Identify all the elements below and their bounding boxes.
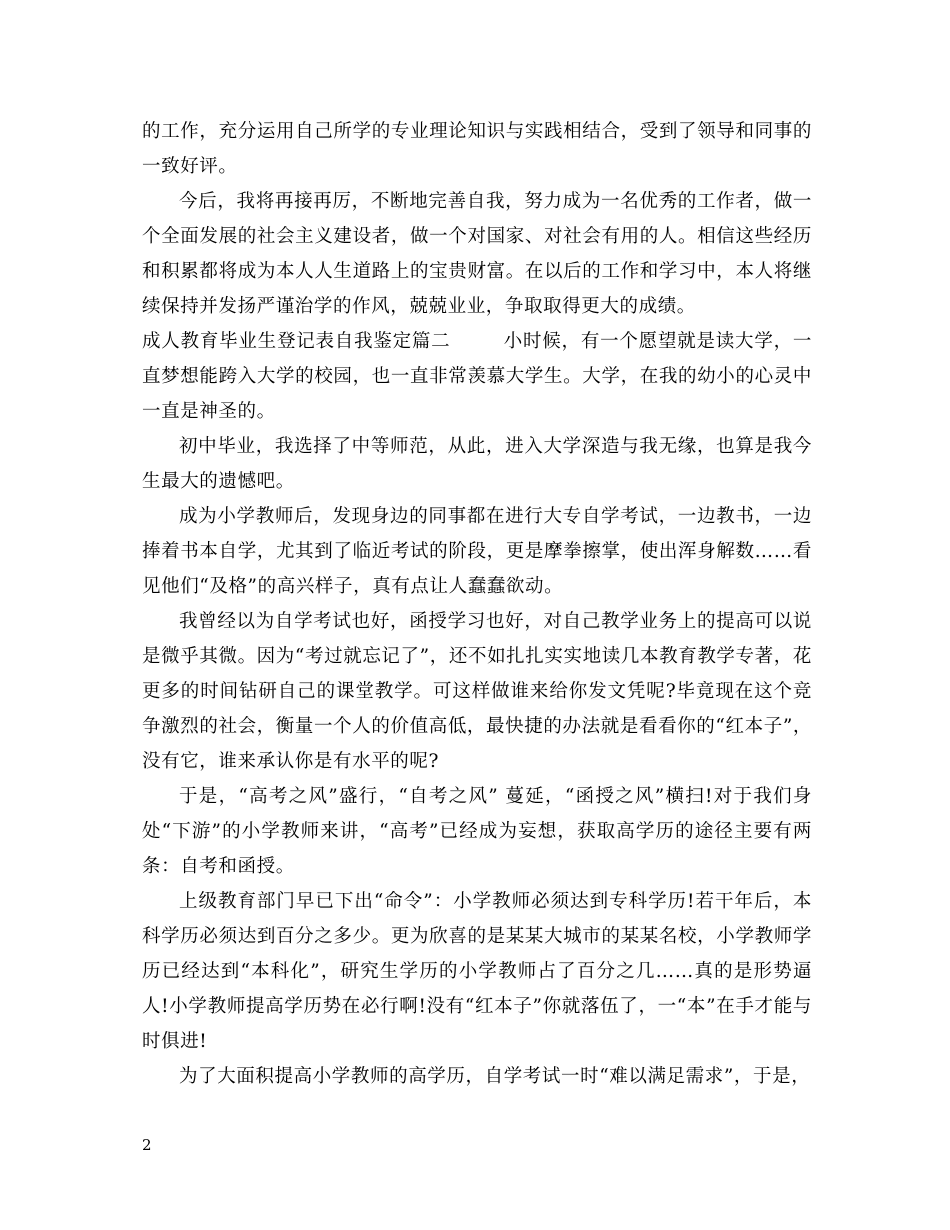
paragraph-5: 成为小学教师后，发现身边的同事都在进行大专自学考试，一边教书，一边捧着书本自学，尤其到了临近考试的阶段，更是摩拳擦掌，使出浑身解数……看见他们“及格”的高兴样子，真有点让人蠢蠢欲动。 bbox=[142, 506, 812, 597]
heading-gap bbox=[450, 331, 503, 352]
paragraph-1: 的工作，充分运用自己所学的专业理论知识与实践相结合，受到了领导和同事的一致好评。 bbox=[142, 121, 812, 177]
paragraph-2: 今后，我将再接再厉，不断地完善自我，努力成为一名优秀的工作者，做一个全面发展的社会主义建设者，做一个对国家、对社会有用的人。相信这些经历和积累都将成为本人人生道路上的宝贵财富。在以后的工作和学习中，本人将继续保持并发扬严谨治学的作风，兢兢业业，争取取得更大的成绩。 bbox=[142, 191, 812, 317]
section-heading: 成人教育毕业生登记表自我鉴定篇二 bbox=[142, 331, 451, 352]
paragraph-3-text: 小时候，有一个愿望就是读大学，一直梦想能跨入大学的校园，也一直非常羡慕大学生。大学，在我的幼小的心灵中一直是神圣的。 bbox=[142, 331, 812, 422]
page-number: 2 bbox=[142, 1136, 152, 1154]
document-body bbox=[142, 114, 812, 1094]
paragraph-9: 为了大面积提高小学教师的高学历，自学考试一时“难以满足需求”，于是， bbox=[179, 1066, 811, 1087]
paragraph-6: 我曾经以为自学考试也好，函授学习也好，对自己教学业务上的提高可以说是微乎其微。因为“考过就忘记了”，还不如扎扎实实地读几本教育教学专著，花更多的时间钻研自己的课堂教学。可这样做谁来给你发文凭呢?毕竟现在这个竞争激烈的社会，衡量一个人的价值高低，最快捷的办法就是看看你的“红本子”，没有它，谁来承认你是有水平的呢? bbox=[142, 611, 812, 772]
paragraph-4: 初中毕业，我选择了中等师范，从此，进入大学深造与我无缘，也算是我今生最大的遗憾吧。 bbox=[142, 436, 812, 492]
paragraph-8: 上级教育部门早已下出“命令”：小学教师必须达到专科学历!若干年后，本科学历必须达到百分之多少。更为欣喜的是某某大城市的某某名校，小学教师学历已经达到“本科化”，研究生学历的小学教师占了百分之几……真的是形势逼人!小学教师提高学历势在必行啊!没有“红本子”你就落伍了，一“本”在手才能与时俱进! bbox=[142, 891, 812, 1052]
paragraph-3 bbox=[142, 324, 812, 429]
paragraph-7: 于是，“高考之风”盛行，“自考之风” 蔓延，“函授之风”横扫!对于我们身处“下游”的小学教师来讲，“高考”已经成为妄想，获取高学历的途径主要有两条：自考和函授。 bbox=[142, 786, 812, 877]
